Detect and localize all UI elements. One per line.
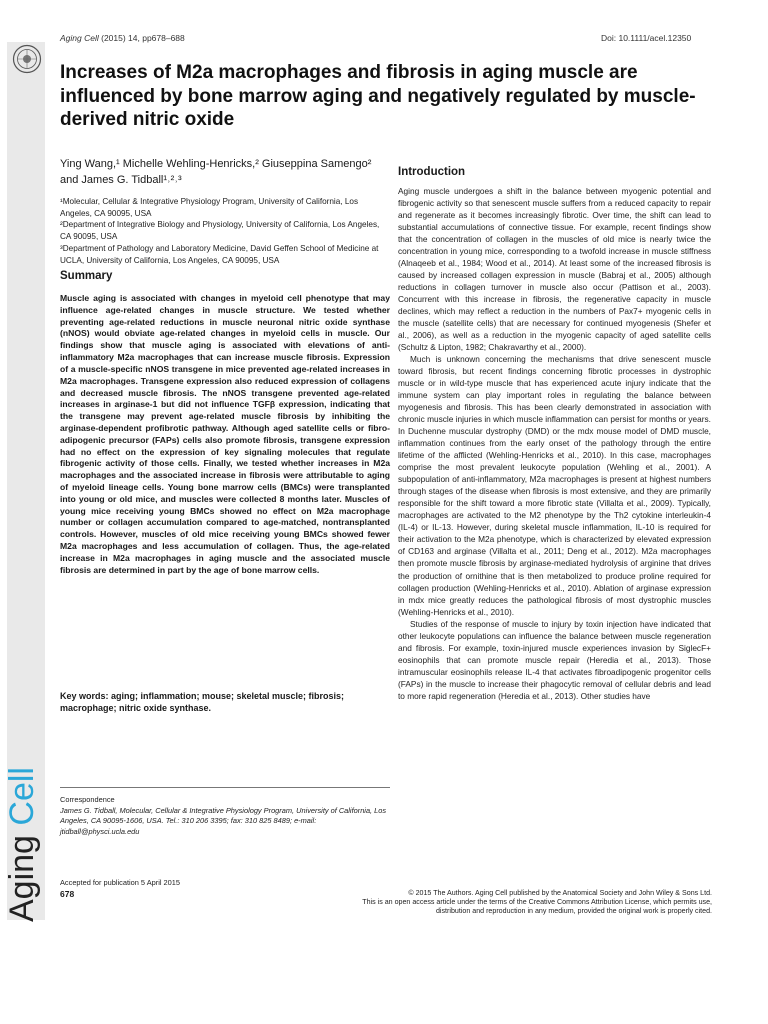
article-title: Increases of M2a macrophages and fibrosis in aging muscle are influenced by bone marrow aging and negatively regulated by muscle-derived nitric oxide [60, 62, 696, 130]
citation [60, 33, 185, 43]
correspondence-text: James G. Tidball, Molecular, Cellular & Integrative Physiology Program, University of California, Los Angeles, CA 90095-1606, USA. Tel.: 310 206 3395; fax: 310 825 8489; e-mail: jtidball@physci.ucla.edu [60, 805, 387, 836]
intro-paragraph-1: Aging muscle undergoes a shift in the balance between myogenic potential and fibrogenic activity so that senescent muscle suffers from a reduced capacity to repair and regenerate as it becomes increasingly fibrotic. Over time, the shift can lead to substantial accumulations of connective tissue. For example, recent findings show that the concentration of collagen in the muscles of old mice is nearly twice the concentration in young mice, corresponding to a twofold increase in muscle stiffness (Alnaqeeb et al., 1984; Wood et al., 2014). At least some of the increased fibrosis is caused by increased collagen expression in muscle (Babraj et al., 2005) although reductions in collagen turnover in muscle also occur (Pattison et al., 2003). Concurrent with this increase in fibrosis, the regenerative capacity in muscle declines, which may reflect a reduction in the numbers of Pax7+ myogenic cells in the muscle (satellite cells) that are necessary for continued myogenesis (Shefer et al., 2006), as well as a reduction in the myogenic capacity of aged satellite cells (Schultz & Lipton, 1982; Chakravarthy et al., 2000). [398, 186, 711, 353]
citation-volume: (2015) 14, pp678–688 [98, 33, 185, 43]
correspondence [60, 795, 390, 837]
journal-name-part2: Cell [3, 767, 41, 826]
footer-line-3: distribution and reproduction in any medium, provided the original work is properly cited. [435, 906, 712, 915]
doi[interactable]: Doi: 10.1111/acel.12350 [601, 33, 692, 43]
summary-heading: Summary [60, 270, 113, 282]
accepted-date: Accepted for publication 5 April 2015 [60, 878, 180, 887]
intro-paragraph-3: Studies of the response of muscle to injury by toxin injection have indicated that other leukocyte populations can influence the balance between muscle regeneration and fibrosis. For example, toxin-injured muscle experiences invasion by SiglecF+ eosinophils that can promote muscle repair (Heredia et al., 2013). Those intramuscular eosinophils release IL-4 that activates fibroadipogenic progenitor cells (FAPs) in the muscle to increase their phagocytic removal of cellular debris and lead to more rapid regeneration (Heredia et al., 2013). Other studies have [398, 618, 711, 701]
footer-line-2: This is an open access article under the terms of the Creative Commons Attribution License, which permits use, [362, 897, 712, 906]
affiliations [60, 196, 390, 266]
keywords: Key words: aging; inflammation; mouse; skeletal muscle; fibrosis; macrophage; nitric oxide synthase. [60, 691, 345, 713]
affiliation-3: ³Department of Pathology and Laboratory Medicine, David Geffen School of Medicine at UCLA, University of California, Los Angeles, CA 90095, USA [60, 243, 379, 265]
license-footer [250, 889, 712, 915]
intro-paragraph-2: Much is unknown concerning the mechanisms that drive senescent muscle toward fibrosis, but recent findings concerning fibrotic processes in dystrophic muscle or in wild-type muscle that has experienced acute injury indicate that the immune system can play important roles in regulating the balance between myogenesis and fibrosis. This has been clearly demonstrated in association with chronic muscle injuries in which muscle inflammation can persist for months or years. In Duchenne muscular dystrophy (DMD) or the mdx mouse model of DMD muscle, inflammation continues from the early onset of the pathology through the entire lifetime of the afflicted (Wehling-Henricks et al., 2010). In this case, macrophages comprise the most prevalent leukocyte population (Wehling et al., 2001). A subpopulation of anti-inflammatory, M2a macrophages is present at highest numbers through stages of the disease when fibrosis is most extensive, and they are primarily responsible for the shift toward a more fibrotic state (Villalta et al., 2009). Typically, macrophages are activated to the M2 phenotype by the Th2 cytokine interleukin-4 (IL-4) or IL-13. However, during skeletal muscle inflammation, IL-10 is required for their activation to the M2a phenotype, which is characterized by elevated expression of CD163 and arginase (Villalta et al., 2011; Deng et al., 2012). M2a macrophages then promote muscle fibrosis by arginase-mediated hydrolysis of arginine that drives the production of ornithine that is then metabolized to produce proline required for collagen production (Wehling-Henricks et al., 2010). Ablation of arginase expression in mdx mice greatly reduces the pathological fibrosis of most dystrophic muscles (Wehling-Henricks et al., 2010). [398, 354, 711, 617]
society-seal-icon [12, 44, 42, 74]
page-number: 678 [60, 889, 75, 899]
citation-journal: Aging Cell [60, 33, 99, 43]
authors: Ying Wang,¹ Michelle Wehling-Henricks,² Giuseppina Samengo² and James G. Tidball¹˒²˒³ [60, 158, 372, 186]
introduction-heading: Introduction [398, 166, 466, 178]
affiliation-1: ¹Molecular, Cellular & Integrative Physiology Program, University of California, Los Angeles, CA 90095, USA [60, 197, 359, 218]
correspondence-label: Correspondence [60, 795, 115, 804]
affiliation-2: ²Department of Integrative Biology and Physiology, University of California, Los Angeles, CA 90095, USA [60, 220, 380, 242]
footer-line-1: © 2015 The Authors. Aging Cell published by the Anatomical Society and John Wiley & Sons Ltd. [408, 889, 712, 897]
journal-name-vertical [2, 767, 42, 922]
introduction-text [398, 185, 711, 702]
correspondence-divider [60, 787, 390, 788]
summary-text: Muscle aging is associated with changes in myeloid cell phenotype that may influence age-related changes in muscle structure. We tested whether preventing age-related reductions in muscle neuronal nitric oxide synthase (nNOS) would obviate age-related changes in myeloid cells in muscle. Our findings show that muscle aging is associated with elevations of anti-inflammatory M2a macrophages that can increase muscle fibrosis. Expression of a muscle-specific nNOS transgene in mice prevented age-related increases in M2a macrophages. Transgene expression also reduced expression of collagens and decreased muscle fibrosis. The nNOS transgene prevented age-related increases in arginase-1 but did not influence TGFβ expression, indicating that the transgene may prevent age-related muscle fibrosis by inhibiting the arginase-dependent profibrotic pathway. Although aged satellite cells or fibro-adipogenic precursor (FAPs) cells also promote fibrosis, transgene expression had no effect on the expression of key signaling molecules that regulate fibrogenic activity of those cells. Finally, we tested whether increases in M2a macrophages and the associated increase in fibrosis were attributable to aging of myeloid lineage cells. Young bone marrow cells (BMCs) were transplanted into young or old mice, and muscles were collected 8 months later. Muscles of young mice receiving young BMCs showed no effect on M2a macrophage number or collagen accumulation compared to age-matched, nontransplanted controls. However, muscles of old mice receiving young BMCs showed fewer M2a macrophages and less accumulation of collagen. Thus, the age-related increase in M2a macrophages in aging muscle and the associated muscle fibrosis are determined in part by the age of bone marrow cells. [60, 293, 390, 575]
journal-name-part1: Aging [3, 825, 41, 922]
